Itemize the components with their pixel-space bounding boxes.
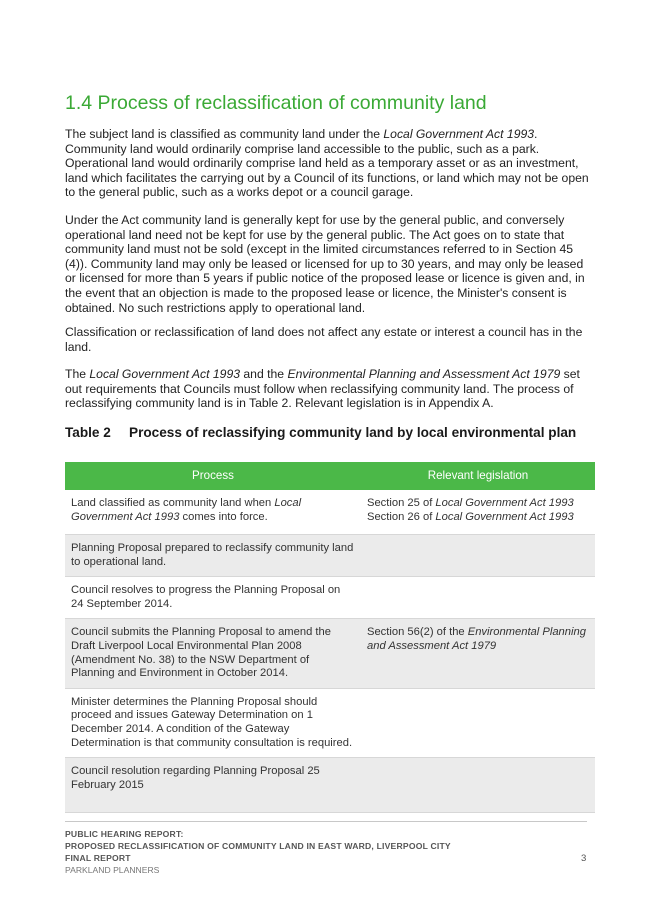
table-title: Process of reclassifying community land by local environmental plan <box>129 425 577 440</box>
table-row <box>65 577 595 619</box>
table-row <box>65 535 595 577</box>
table-row <box>65 490 595 535</box>
process-cell: Planning Proposal prepared to reclassify community land to operational land. <box>65 535 361 577</box>
table-row <box>65 619 595 688</box>
process-cell: Council submits the Planning Proposal to amend the Draft Liverpool Local Environmental Plan 2008 (Amendment No. 38) to the NSW Department of Planning and Environment in October 2014. <box>65 619 361 688</box>
paragraph-legislation-requirements: The Local Government Act 1993 and the Environmental Planning and Assessment Act 1979 set out requirements that Councils must follow when reclassifying community land. The process of reclassifying community land is in Table 2. Relevant legislation is in Appendix A. <box>65 367 580 411</box>
legislation-cell <box>361 758 595 813</box>
page-footer <box>65 821 587 876</box>
footer-report-title: PROPOSED RECLASSIFICATION OF COMMUNITY LAND IN EAST WARD, LIVERPOOL CITY <box>65 841 451 851</box>
paragraph-classification: The subject land is classified as community land under the Local Government Act 1993. Community land would ordinarily comprise land accessible to the public, such as a park. Operational land would ordinarily comprise land held as a temporary asset or as an investment, land which facilitates the carrying out by a Council of its functions, or land which may not be open to the general public, such as a works depot or a council garage. <box>65 127 589 200</box>
paragraph-estate-interest: Classification or reclassification of land does not affect any estate or interest a council has in the land. <box>65 325 583 354</box>
process-cell: Council resolution regarding Planning Proposal 25 February 2015 <box>65 758 361 813</box>
process-cell: Council resolves to progress the Planning Proposal on 24 September 2014. <box>65 577 361 619</box>
legislation-cell <box>361 688 595 757</box>
process-cell: Minister determines the Planning Proposal should proceed and issues Gateway Determination on 1 December 2014. A condition of the Gateway Determination is that community consultation is required. <box>65 688 361 757</box>
footer-report-type: PUBLIC HEARING REPORT: <box>65 829 184 839</box>
table-row <box>65 758 595 813</box>
legislation-cell <box>361 577 595 619</box>
process-cell: Land classified as community land when Local Government Act 1993 comes into force. <box>65 490 361 535</box>
paragraph-community-land-use: Under the Act community land is generally kept for use by the general public, and conversely operational land need not be kept for use by the general public. The Act goes on to state that community land must not be sold (except in the limited circumstances referred to in Section 45 (4)). Community land may only be leased or licensed for up to 30 years, and may only be leased or licensed for more than 5 years if public notice of the proposed lease or licence is given and, in the event that an objection is made to the proposed lease or licence, the Minister's consent is obtained. No such restrictions apply to operational land. <box>65 213 585 315</box>
table-row <box>65 688 595 757</box>
header-legislation: Relevant legislation <box>361 462 595 490</box>
table-number: Table 2 <box>65 425 111 440</box>
table-header-row <box>65 462 595 490</box>
table-caption <box>65 425 576 440</box>
footer-report-status: FINAL REPORT <box>65 853 131 863</box>
process-table <box>65 462 595 813</box>
page-number: 3 <box>581 853 587 864</box>
header-process: Process <box>65 462 361 490</box>
legislation-cell: Section 25 of Local Government Act 1993 Section 26 of Local Government Act 1993 <box>361 490 595 535</box>
legislation-cell <box>361 535 595 577</box>
section-heading: 1.4 Process of reclassification of community land <box>65 92 487 114</box>
legislation-cell: Section 56(2) of the Environmental Planning and Assessment Act 1979 <box>361 619 595 688</box>
footer-author: PARKLAND PLANNERS <box>65 865 160 875</box>
